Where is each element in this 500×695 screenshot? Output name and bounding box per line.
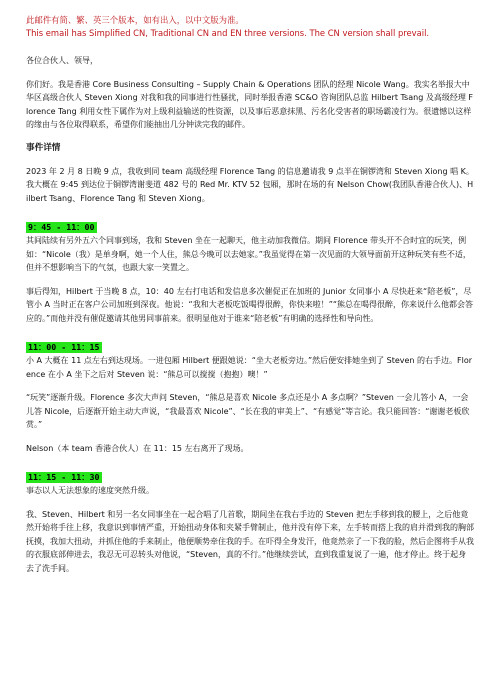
language-notice-en: This email has Simplified CN, Traditional CN and EN three versions. The CN version shall prevail. <box>26 28 430 38</box>
paragraph-incident: 我、Steven、Hilbert 和另一名女同事坐在一起合唱了几首歌，期间坐在我右手边的 Steven 把左手移到我的腰上，之后他竟然开始将手往上移，我意识到事情严重，开始扭动身体和夹紧手臂制止，他并没有停下来，左手转而搭上我的肩并滑到我的胸部抚摸，我加大扭动，并抓住他的手来制止，他便顺势牵住我的手。在吓得全身发汗，他竟然亲了一下我的脸，然后企图将手从我的衣服底部伸进去，我忍无可忍转头对他说，“Steven，真的不行。”他继续尝试，直到我重复说了一遍，他才停止。终于起身去了洗手间。 <box>26 509 474 573</box>
paragraph-conversation: 其间陆续有另外五六个同事到场，我和 Steven 坐在一起聊天，他主动加我微信。期间 Florence 带头开不合时宜的玩笑，例如：“Nicole（我）是单身啊，她一个人住，熊总今晚可以去她家。”我虽觉得在第一次见面的大领导面前开这种玩笑有些不适，但并不想影响当下的气氛，也跟大家一笑置之。 <box>26 236 471 272</box>
section-heading: 事件详情 <box>26 142 61 153</box>
paragraph-nelson-leaves: Nelson（本 team 香港合伙人）在 11：15 左右离开了现场。 <box>26 443 249 453</box>
language-notice-cn: 此邮件有简、繁、英三个版本，如有出入，以中文版为准。 <box>26 15 244 25</box>
language-notice <box>26 14 474 40</box>
paragraph-hilbert-calls: 事后得知，Hilbert 于当晚 8 点，10：40 左右打电话和发信息多次催促正在加班的 Junior 女同事小 A 尽快赶来“陪老板”，尽管小 A 当时正在客户公司加班到深夜。他说：“我和大老板吃饭喝得很醉，你快来啦！”“熊总在喝得很醉，你来说什么他都会答应的。”而他并没有催促邀请其他男同事前来。很明显他对于谁来“陪老板”有明确的选择性和导向性。 <box>26 286 473 323</box>
paragraph-arrival: 小 A 大概在 11 点左右到达现场。一进包厢 Hilbert 便跟她说：“坐大老板旁边。”然后便安排她坐到了 Steven 的右手边。Florence 在小 A 坐下之后对 Steven 说：“熊总可以搅搅（抱抱）噢！” <box>26 356 473 379</box>
time-marker-3: 11：15 - 11：30 <box>28 472 100 482</box>
time-marker-2: 11：00 - 11：15 <box>28 342 100 352</box>
paragraph-escalation: 事态以人无法想象的速度突然升级。 <box>26 486 154 495</box>
greeting: 各位合伙人、领导， <box>26 56 98 65</box>
paragraph-invitation: 2023 年 2 月 8 日晚 9 点，我收到同 team 高级经理 Florence Tang 的信息邀请我 9 点半在铜锣湾和 Steven Xiong 唱 K。我大概在 9:45 到达位于铜锣湾谢斐道 482 号的 Red Mr. KTV 52 包厢，那时在场的有 Nelson Chow(我团队香港合伙人)、Hilbert Tsang、Florence Tang 和 Steven Xiong。 <box>26 166 474 203</box>
intro-paragraph: 你们好。我是香港 Core Business Consulting – Supply Chain & Operations 团队的经理 Nicole Wang。我实名举报大中华区高级合伙人 Steven Xiong 对我和我的同事进行性骚扰，同时举报香港 SC&O 咨询团队总监 Hilbert Tsang 及高级经理 Florence Tang 利用女性下属作为对上级利益输送的性资源，以及事后恶意抹黑、污名化受害者的职场霸凌行为。很遗憾以这样的缘由与各位取得联系，希望你们能抽出几分钟读完我的邮件。 <box>26 79 473 129</box>
time-marker-1: 9：45 - 11：00 <box>28 222 95 232</box>
paragraph-jokes-escalate: “玩笑”逐渐升级。Florence 多次大声问 Steven，“熊总是喜欢 Nicole 多点还是小 A 多点啊？”Steven 一会儿答小 A，一会儿答 Nicole，后逐渐开始主动大声说，“我最喜欢 Nicole”、“长在我的审美上”、“有感觉”等言论。我只能回答：“谢谢老板欣赏。” <box>26 393 470 429</box>
